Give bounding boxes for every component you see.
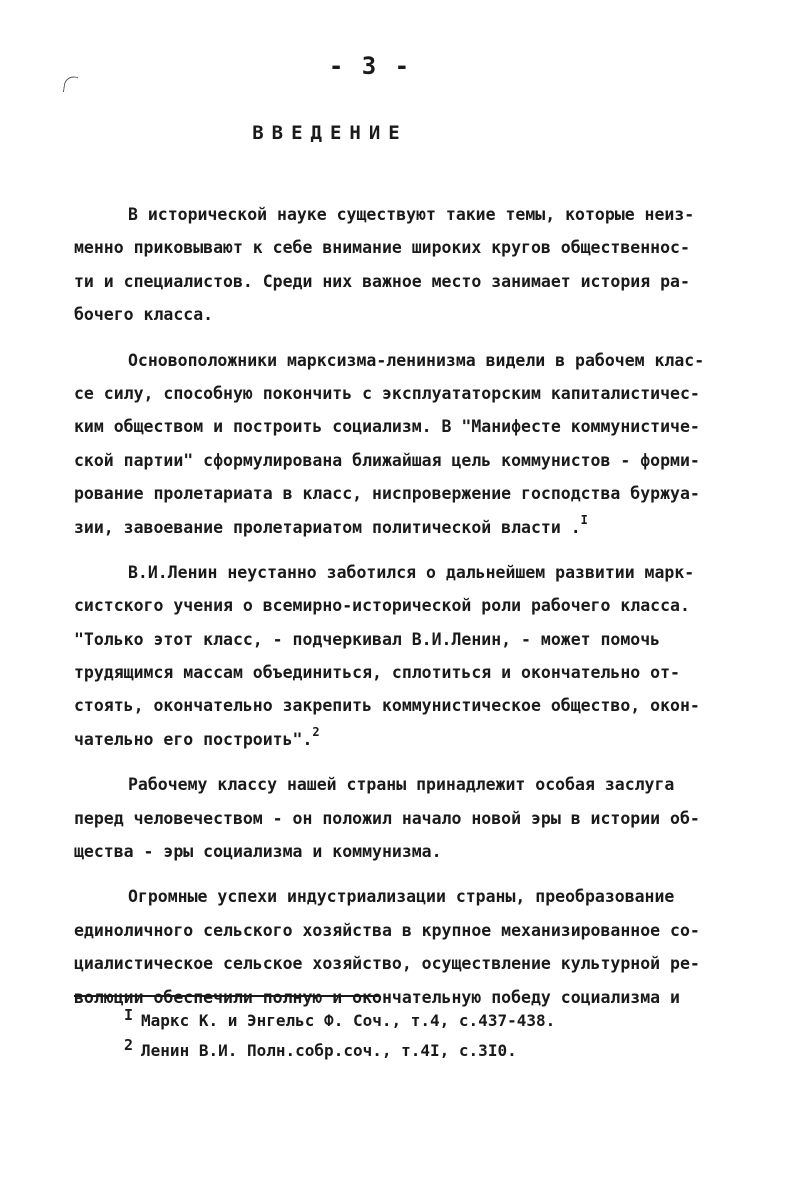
text-line-content: зии, завоевание пролетариатом политической власти . <box>74 517 581 537</box>
footnotes <box>124 1006 724 1066</box>
footnote-mark: 2 <box>124 1035 134 1054</box>
footnote-mark: I <box>124 1005 134 1024</box>
paragraph <box>74 198 734 332</box>
text-line: циалистическое сельское хозяйство, осуществление культурной ре- <box>74 954 700 974</box>
footnote <box>124 1006 724 1036</box>
paragraph <box>74 880 734 1014</box>
text-line: Рабочему классу нашей страны принадлежит особая заслуга <box>128 775 675 795</box>
text-line: единоличного сельского хозяйства в крупное механизированное со- <box>74 920 700 940</box>
footnote <box>124 1036 724 1066</box>
text-line: ской партии" сформулирована ближайшая цель коммунистов - форми- <box>74 450 700 470</box>
text-line: Основоположники марксизма-ленинизма видели в рабочем клас- <box>128 350 705 370</box>
footnote-text: Ленин В.И. Полн.собр.соч., т.4I, с.3I0. <box>141 1041 517 1060</box>
footnote-reference: 2 <box>312 725 320 740</box>
text-line: волюции обеспечили полную и окончательную победу социализма и <box>74 987 680 1007</box>
text-line-content: чательно его построить". <box>74 729 313 749</box>
footnote-reference: I <box>580 513 588 528</box>
footnote-text: Маркс К. и Энгельс Ф. Соч., т.4, с.437-438. <box>141 1011 556 1030</box>
text-line <box>74 511 734 544</box>
paragraph <box>74 344 734 544</box>
paragraph <box>74 768 734 868</box>
text-line: В исторической науке существуют такие темы, которые неиз- <box>128 205 695 224</box>
page-number: - 3 - <box>328 52 412 80</box>
text-line: Огромные успехи индустриализации страны, преобразование <box>128 887 675 907</box>
text-line <box>74 723 734 756</box>
section-title: ВВЕДЕНИЕ <box>252 122 408 144</box>
text-line: бочего класса. <box>74 305 214 325</box>
text-line: В.И.Ленин неустанно заботился о дальнейшем развитии марк- <box>128 562 695 582</box>
body-text <box>74 198 734 1014</box>
text-line: "Только этот класс, - подчеркивал В.И.Ленин, - может помочь <box>74 629 661 649</box>
text-line: ти и специалистов. Среди них важное место занимает история ра- <box>74 271 690 291</box>
text-line: рование пролетариата в класс, ниспровержение господства буржуа- <box>74 484 700 504</box>
text-line: се силу, способную покончить с эксплуататорским капиталистичес- <box>74 383 700 403</box>
text-line: трудящимся массам объединиться, сплотиться и окончательно от- <box>74 663 680 683</box>
text-line: щества - эры социализма и коммунизма. <box>74 842 442 862</box>
text-line: перед человечеством - он положил начало новой эры в истории об- <box>74 808 700 828</box>
text-line: систского учения о всемирно-исторической роли рабочего класса. <box>74 596 690 616</box>
text-line: стоять, окончательно закрепить коммунистическое общество, окон- <box>74 696 700 716</box>
paragraph <box>74 556 734 756</box>
text-line: менно приковывают к себе внимание широких кругов общественнос- <box>74 238 690 258</box>
footnote-divider <box>74 995 380 997</box>
text-line: ким обществом и построить социализм. В "Манифесте коммунистиче- <box>74 417 700 437</box>
